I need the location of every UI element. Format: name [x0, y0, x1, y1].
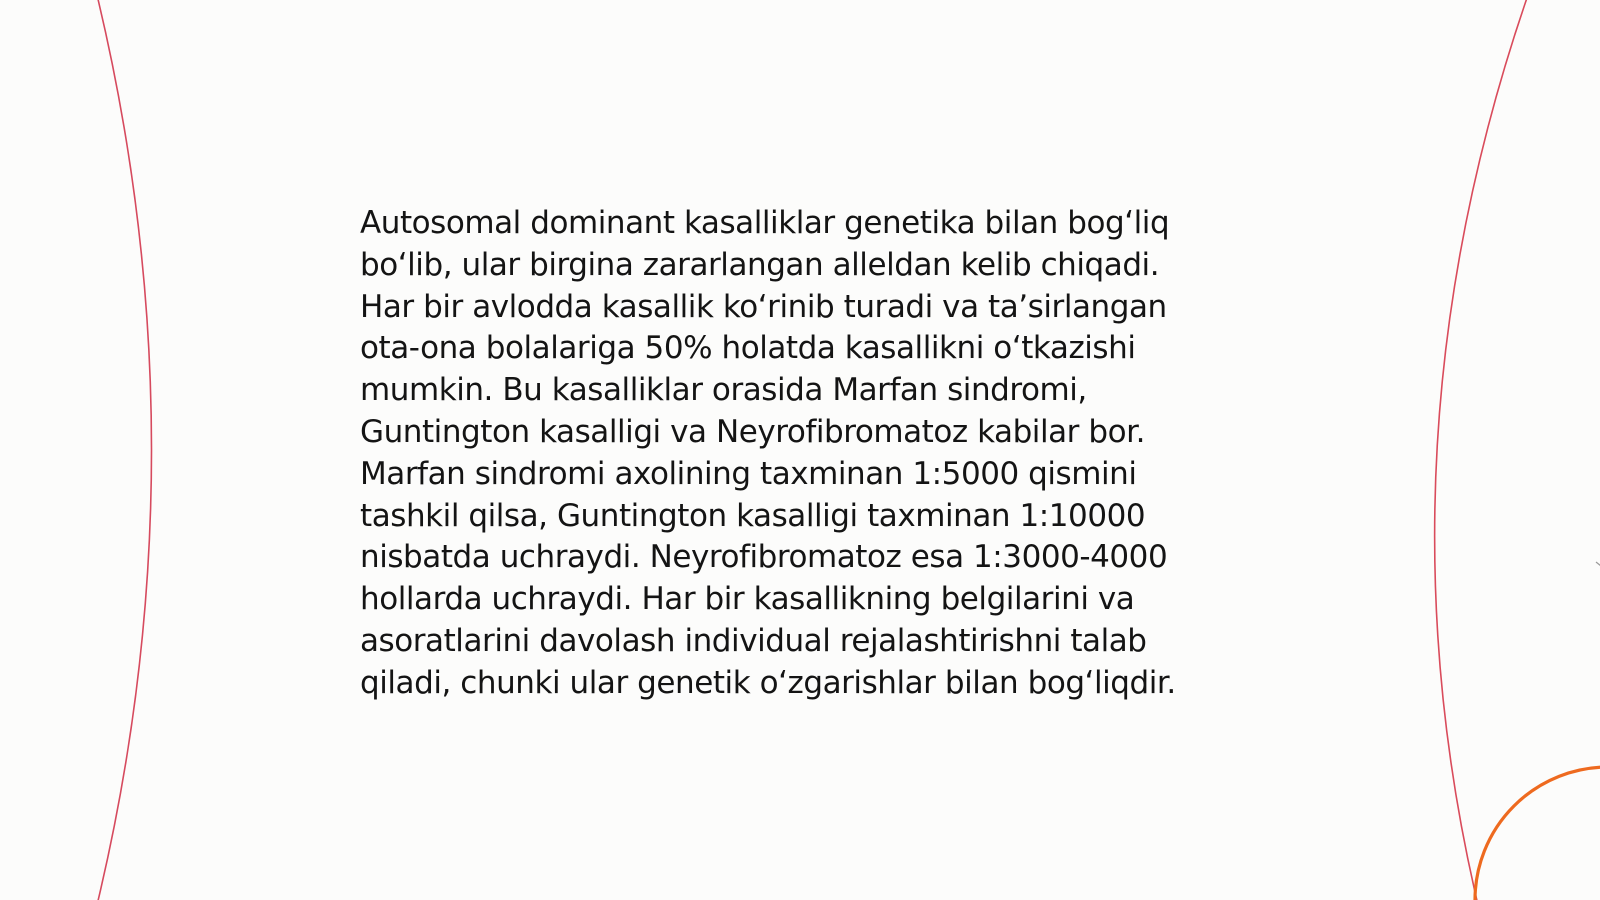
left-arc-line: [97, 0, 152, 900]
slide-body-text: Autosomal dominant kasalliklar genetika bilan bog‘liq bo‘lib, ular birgina zararlangan alleldan kelib chiqadi. Har bir avlodda kasallik ko‘rinib turadi va ta’sirlangan ota-ona bolalariga 50% holatda kasallikni o‘tkazishi mumkin. Bu kasalliklar orasida Marfan sindromi, Guntington kasalligi va Neyrofibromatoz kabilar bor. Marfan sindromi axolining taxminan 1:5000 qismini tashkil qilsa, Guntington kasalligi taxminan 1:10000 nisbatda uchraydi. Neyrofibromatoz esa 1:3000-4000 hollarda uchraydi. Har bir kasallikning belgilarini va asoratlarini davolash individual rejalashtirishni talab qiladi, chunki ular genetik o‘zgarishlar bilan bog‘liqdir.: [360, 205, 1176, 701]
right-arc-line: [1435, 0, 1528, 900]
small-mark: [1596, 562, 1600, 566]
orange-circle-outline: [1475, 767, 1600, 900]
